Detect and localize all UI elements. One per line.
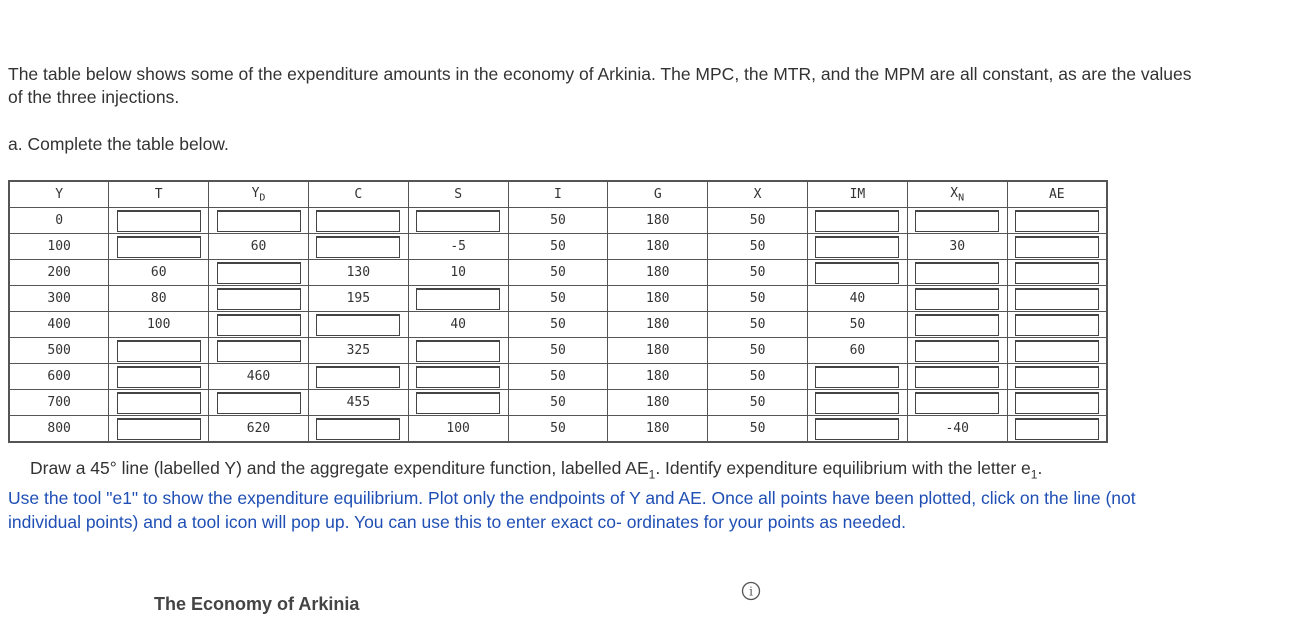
table-cell [1007, 364, 1107, 390]
table-cell: 200 [9, 260, 109, 286]
answer-input[interactable] [217, 210, 301, 232]
column-header [1007, 181, 1107, 208]
answer-input[interactable] [217, 288, 301, 310]
answer-input[interactable] [416, 210, 500, 232]
table-cell [1007, 234, 1107, 260]
column-header-label: I [554, 187, 562, 202]
table-cell: 60 [808, 338, 908, 364]
table-cell [907, 338, 1007, 364]
answer-input[interactable] [915, 262, 999, 284]
table-cell [808, 364, 908, 390]
table-cell: 300 [9, 286, 109, 312]
answer-input[interactable] [117, 236, 201, 258]
column-header-label: IM [849, 187, 866, 202]
answer-input[interactable] [416, 340, 500, 362]
intro-text: The table below shows some of the expenditure amounts in the economy of Arkinia. The MPC, the MTR, and the MPM are all constant, as are the values of the three injections. [8, 64, 1192, 107]
answer-input[interactable] [217, 262, 301, 284]
table-cell: 800 [9, 416, 109, 443]
table-cell: 50 [508, 286, 608, 312]
table-cell [209, 390, 309, 416]
table-row [9, 390, 1107, 416]
answer-input[interactable] [815, 392, 899, 414]
answer-input[interactable] [1015, 262, 1099, 284]
answer-input[interactable] [316, 314, 400, 336]
answer-input[interactable] [1015, 366, 1099, 388]
table-cell: 50 [708, 260, 808, 286]
table-cell: 30 [907, 234, 1007, 260]
table-cell: 50 [708, 390, 808, 416]
draw-instruction-part: . [1037, 458, 1043, 478]
table-cell [808, 234, 908, 260]
table-cell [109, 234, 209, 260]
table-cell: 195 [308, 286, 408, 312]
table-cell: 50 [508, 364, 608, 390]
column-header-label: X [753, 187, 762, 202]
table-row [9, 364, 1107, 390]
table-cell: 50 [508, 390, 608, 416]
table-row [9, 338, 1107, 364]
table-cell: 100 [9, 234, 109, 260]
table-cell: 50 [708, 312, 808, 338]
table-cell: 0 [9, 208, 109, 234]
table-cell [109, 208, 209, 234]
answer-input[interactable] [217, 340, 301, 362]
table-cell: 130 [308, 260, 408, 286]
answer-input[interactable] [1015, 288, 1099, 310]
table-cell: 180 [608, 260, 708, 286]
table-cell: 50 [708, 416, 808, 443]
table-cell [1007, 390, 1107, 416]
table-row [9, 208, 1107, 234]
table-cell: 455 [308, 390, 408, 416]
table-cell [1007, 208, 1107, 234]
answer-input[interactable] [217, 392, 301, 414]
answer-input[interactable] [316, 418, 400, 440]
answer-input[interactable] [416, 288, 500, 310]
table-cell: 50 [708, 364, 808, 390]
table-cell: 50 [708, 338, 808, 364]
column-header [209, 181, 309, 208]
table-cell: 400 [9, 312, 109, 338]
table-row [9, 286, 1107, 312]
table-cell: 10 [408, 260, 508, 286]
column-header [508, 181, 608, 208]
table-cell [1007, 312, 1107, 338]
answer-input[interactable] [316, 366, 400, 388]
answer-input[interactable] [915, 392, 999, 414]
table-cell [907, 260, 1007, 286]
table-cell [808, 260, 908, 286]
expenditure-table [8, 180, 1108, 443]
table-cell: 50 [708, 286, 808, 312]
table-cell [209, 312, 309, 338]
table-cell: 40 [808, 286, 908, 312]
table-cell: 620 [209, 416, 309, 443]
answer-input[interactable] [117, 366, 201, 388]
answer-input[interactable] [815, 210, 899, 232]
table-cell [109, 416, 209, 443]
table-cell [808, 390, 908, 416]
e-subscript: 1 [1030, 467, 1038, 482]
table-header-row [9, 181, 1107, 208]
table-cell: 700 [9, 390, 109, 416]
draw-instruction-part: . Identify expenditure equilibrium with the letter e [655, 458, 1031, 478]
table-row [9, 312, 1107, 338]
column-header [308, 181, 408, 208]
column-header-label: S [454, 187, 463, 202]
table-cell: 500 [9, 338, 109, 364]
info-icon-glyph: i [749, 584, 753, 599]
table-cell: 180 [608, 312, 708, 338]
column-header [708, 181, 808, 208]
table-cell: 40 [408, 312, 508, 338]
table-cell: 50 [508, 312, 608, 338]
answer-input[interactable] [815, 418, 899, 440]
part-a-prompt: a. Complete the table below. [8, 134, 229, 154]
table-cell: 180 [608, 338, 708, 364]
table-cell: 50 [808, 312, 908, 338]
table-cell [109, 390, 209, 416]
table-row [9, 234, 1107, 260]
table-cell: 50 [508, 338, 608, 364]
answer-input[interactable] [1015, 340, 1099, 362]
column-header [808, 181, 908, 208]
table-cell: 180 [608, 390, 708, 416]
column-header-subscript: N [958, 192, 965, 204]
table-cell [408, 286, 508, 312]
table-cell [907, 364, 1007, 390]
table-cell: 80 [109, 286, 209, 312]
column-header-label: X [950, 185, 959, 201]
column-header [9, 181, 109, 208]
table-cell [209, 286, 309, 312]
table-cell: 50 [508, 260, 608, 286]
column-header [608, 181, 708, 208]
table-cell [1007, 260, 1107, 286]
table-cell [308, 364, 408, 390]
answer-input[interactable] [1015, 236, 1099, 258]
column-header [109, 181, 209, 208]
answer-input[interactable] [915, 314, 999, 336]
table-cell [1007, 416, 1107, 443]
table-cell: 100 [109, 312, 209, 338]
table-cell: 50 [708, 208, 808, 234]
answer-input[interactable] [1015, 418, 1099, 440]
table-cell: 100 [408, 416, 508, 443]
answer-input[interactable] [316, 236, 400, 258]
answer-input[interactable] [117, 392, 201, 414]
column-header-label: Y [55, 187, 64, 202]
table-cell [209, 338, 309, 364]
info-icon[interactable] [741, 581, 761, 601]
table-cell [308, 416, 408, 443]
table-cell [308, 208, 408, 234]
table-cell [808, 416, 908, 443]
column-header-label: Y [251, 185, 260, 201]
table-cell: 50 [508, 208, 608, 234]
table-cell: -5 [408, 234, 508, 260]
table-cell [408, 338, 508, 364]
table-cell [907, 390, 1007, 416]
table-row [9, 260, 1107, 286]
table-cell: 50 [508, 234, 608, 260]
answer-input[interactable] [416, 392, 500, 414]
column-header [408, 181, 508, 208]
table-row [9, 416, 1107, 443]
answer-input[interactable] [217, 314, 301, 336]
column-header-subscript: D [259, 192, 266, 204]
answer-input[interactable] [915, 366, 999, 388]
table-cell [1007, 286, 1107, 312]
table-cell [209, 260, 309, 286]
table-cell [907, 312, 1007, 338]
answer-input[interactable] [316, 210, 400, 232]
table-cell [308, 312, 408, 338]
table-cell: 600 [9, 364, 109, 390]
tool-instruction: Use the tool "e1" to show the expenditure equilibrium. Plot only the endpoints of Y and AE. Once all points have been plotted, click on the line (not individual points) and a tool icon will pop up. You can use this to enter exact co- ordinates for your points as needed. [8, 488, 1136, 532]
table-cell: -40 [907, 416, 1007, 443]
table-cell [209, 208, 309, 234]
answer-input[interactable] [1015, 392, 1099, 414]
column-header-label: C [354, 187, 363, 202]
answer-input[interactable] [117, 210, 201, 232]
ae-subscript: 1 [648, 467, 656, 482]
answer-input[interactable] [815, 262, 899, 284]
answer-input[interactable] [915, 288, 999, 310]
table-cell: 60 [109, 260, 209, 286]
answer-input[interactable] [1015, 210, 1099, 232]
table-cell [109, 338, 209, 364]
table-cell [408, 208, 508, 234]
table-cell: 180 [608, 234, 708, 260]
draw-instruction [30, 457, 1042, 487]
answer-input[interactable] [117, 340, 201, 362]
table-cell: 180 [608, 208, 708, 234]
table-cell [109, 364, 209, 390]
table-cell: 50 [708, 234, 808, 260]
table-cell: 50 [508, 416, 608, 443]
table-cell: 460 [209, 364, 309, 390]
table-cell: 180 [608, 364, 708, 390]
table-cell: 325 [308, 338, 408, 364]
table-cell [907, 286, 1007, 312]
table-cell [408, 390, 508, 416]
column-header [907, 181, 1007, 208]
answer-input[interactable] [815, 366, 899, 388]
graph-title: The Economy of Arkinia [154, 594, 360, 614]
table-cell [308, 234, 408, 260]
answer-input[interactable] [416, 366, 500, 388]
table-cell: 180 [608, 416, 708, 443]
table-cell [808, 208, 908, 234]
draw-instruction-part: Draw a 45° line (labelled Y) and the aggregate expenditure function, labelled AE [30, 458, 649, 478]
table-cell [907, 208, 1007, 234]
column-header-label: AE [1048, 187, 1065, 202]
column-header-label: T [154, 187, 163, 202]
table-cell: 180 [608, 286, 708, 312]
answer-input[interactable] [815, 236, 899, 258]
table-cell [1007, 338, 1107, 364]
column-header-label: G [653, 187, 662, 202]
answer-input[interactable] [1015, 314, 1099, 336]
answer-input[interactable] [117, 418, 201, 440]
table-cell: 60 [209, 234, 309, 260]
answer-input[interactable] [915, 210, 999, 232]
answer-input[interactable] [915, 340, 999, 362]
table-body [9, 208, 1107, 443]
table-cell [408, 364, 508, 390]
